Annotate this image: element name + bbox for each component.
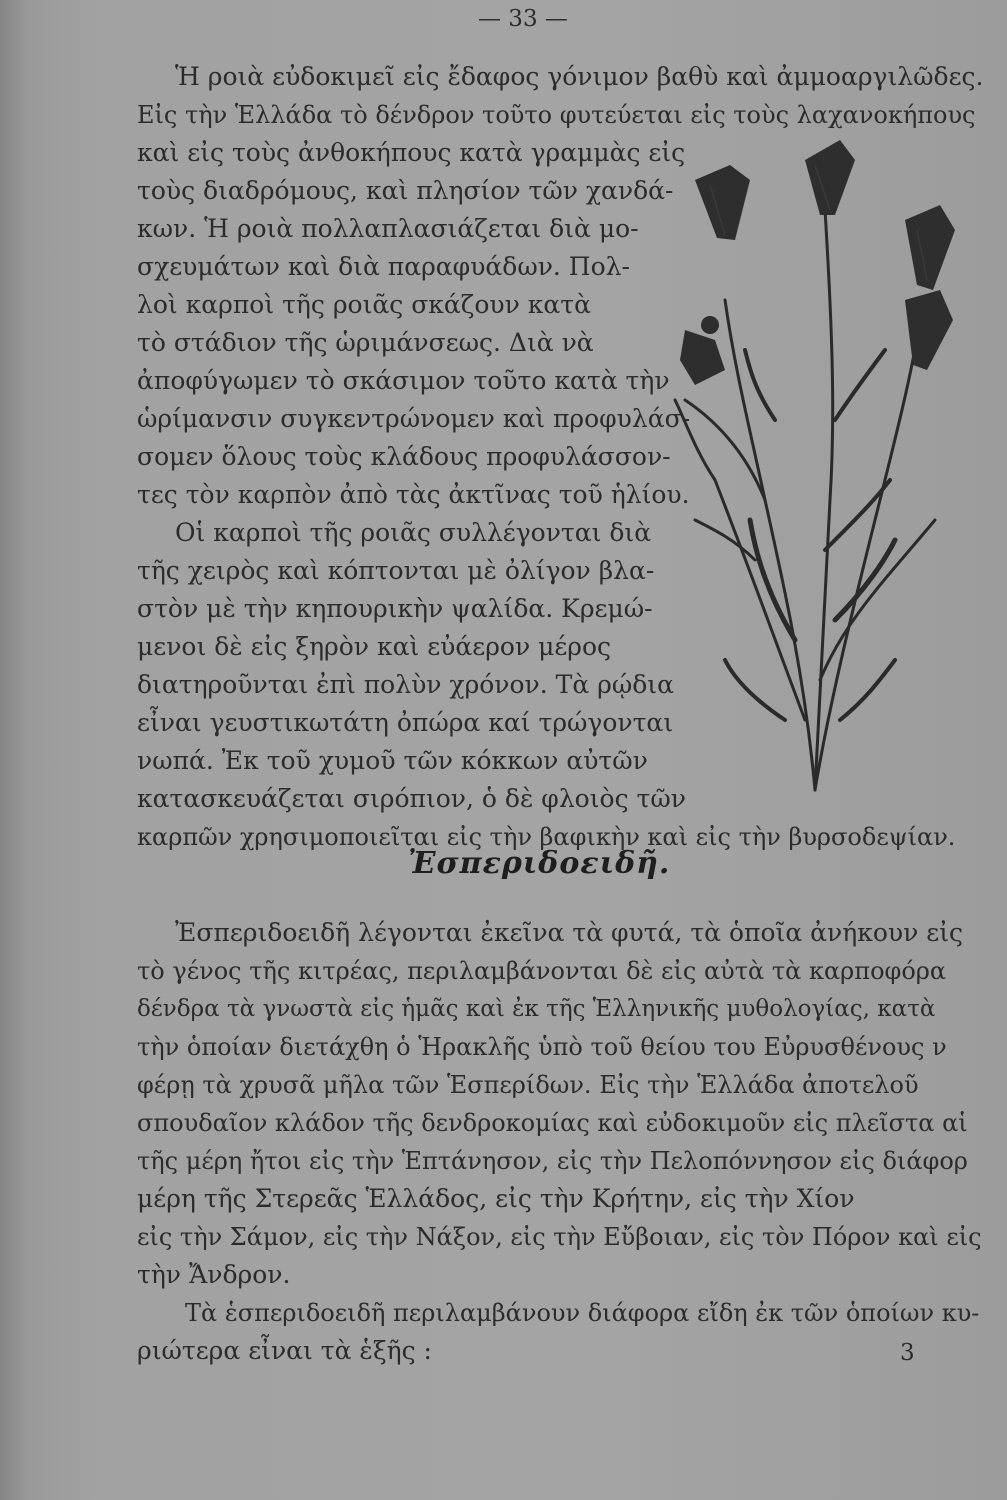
- page-number: — 33 —: [478, 6, 568, 32]
- text-line: τὴν Ἄνδρον.: [137, 1260, 291, 1289]
- text-line: τῆς χειρὸς καὶ κόπτονται μὲ ὀλίγον βλα-: [137, 556, 655, 585]
- text-line: κατασκευάζεται σιρόπιον, ὁ δὲ φλοιὸς τῶν: [137, 784, 686, 813]
- text-line: λοὶ καρποὶ τῆς ροιᾶς σκάζουν κατὰ: [137, 290, 591, 319]
- text-line: τὸ γένος τῆς κιτρέας, περιλαμβάνονται δὲ εἰς αὐτὰ τὰ καρποφόρα: [137, 957, 947, 985]
- text-line: τὴν ὁποίαν διετάχθη ὁ Ἡρακλῆς ὑπὸ τοῦ θείου του Εὐρυσθένους ν: [137, 1033, 947, 1061]
- text-line: ὡρίμανσιν συγκεντρώνομεν καὶ προφυλάσ-: [137, 404, 691, 433]
- text-line: κων. Ἡ ροιὰ πολλαπλασιάζεται διὰ μο-: [137, 214, 639, 243]
- text-line: καρπῶν χρησιμοποιεῖται εἰς τὴν βαφικὴν καὶ εἰς τὴν βυρσοδεψίαν.: [137, 823, 956, 851]
- text-line: Εἰς τὴν Ἑλλάδα τὸ δένδρον τοῦτο φυτεύεται εἰς τοὺς λαχανοκήπους: [137, 101, 976, 129]
- text-line: εἰς τὴν Σάμον, εἰς τὴν Νάξον, εἰς τὴν Εὔβοιαν, εἰς τὸν Πόρον καὶ εἰς: [137, 1223, 982, 1251]
- text-line: σπουδαῖον κλάδον τῆς δενδροκομίας καὶ εὐδοκιμοῦν εἰς πλεῖστα αἱ: [137, 1109, 968, 1137]
- text-line: σομεν ὅλους τοὺς κλάδους προφυλάσσον-: [137, 442, 671, 471]
- text-line: τες τὸν καρπὸν ἀπὸ τὰς ἀκτῖνας τοῦ ἡλίου.: [137, 480, 690, 509]
- text-line: ριώτερα εἶναι τὰ ἑξῆς :: [137, 1336, 432, 1365]
- text-line: μενοι δὲ εἰς ξηρὸν καὶ εὐάερον μέρος: [137, 632, 612, 661]
- signature-mark: 3: [900, 1340, 915, 1366]
- text-line: Τὰ ἑσπεριδοειδῆ περιλαμβάνουν διάφορα εἴδη ἐκ τῶν ὁποίων κυ-: [185, 1299, 980, 1327]
- text-line: ἀποφύγωμεν τὸ σκάσιμον τοῦτο κατὰ τὴν: [137, 366, 670, 395]
- text-line: στὸν μὲ τὴν κηπουρικὴν ψαλίδα. Κρεμώ-: [137, 594, 653, 623]
- text-line: τὸ στάδιον τῆς ὡριμάνσεως. Διὰ νὰ: [137, 328, 594, 357]
- section-heading: Ἐσπεριδοειδῆ.: [408, 846, 671, 881]
- text-line: εἶναι γευστικωτάτη ὀπώρα καί τρώγονται: [137, 708, 674, 737]
- text-line: σχευμάτων καὶ διὰ παραφυάδων. Πολ-: [137, 252, 630, 281]
- text-line: διατηροῦνται ἐπὶ πολὺν χρόνον. Τὰ ρῴδια: [137, 670, 674, 699]
- text-line: καὶ εἰς τοὺς ἀνθοκήπους κατὰ γραμμὰς εἰς: [137, 138, 686, 167]
- text-line: δένδρα τὰ γνωστὰ εἰς ἡμᾶς καὶ ἐκ τῆς Ἑλληνικῆς μυθολογίας, κατὰ: [137, 996, 936, 1022]
- text-line: Οἱ καρποὶ τῆς ροιᾶς συλλέγονται διὰ: [175, 518, 652, 547]
- text-line: Ἡ ροιὰ εὐδοκιμεῖ εἰς ἔδαφος γόνιμον βαθὺ καὶ ἀμμοαργιλῶδες.: [175, 62, 984, 91]
- text-line: φέρῃ τὰ χρυσᾶ μῆλα τῶν Ἑσπερίδων. Εἰς τὴν Ἑλλάδα ἀποτελοῦ: [137, 1071, 919, 1099]
- text-line: νωπά. Ἐκ τοῦ χυμοῦ τῶν κόκκων αὐτῶν: [137, 746, 648, 775]
- text-line: τῆς μέρη ἤτοι εἰς τὴν Ἑπτάνησον, εἰς τὴν Πελοπόννησον εἰς διάφορ: [137, 1147, 968, 1175]
- text-line: μέρη τῆς Στερεᾶς Ἑλλάδος, εἰς τὴν Κρήτην, εἰς τὴν Χίον: [137, 1184, 855, 1213]
- plant-illustration: [655, 120, 965, 800]
- text-line: Ἐσπεριδοειδῆ λέγονται ἐκεῖνα τὰ φυτά, τὰ ὁποῖα ἀνήκουν εἰς: [175, 918, 964, 947]
- text-line: τοὺς διαδρόμους, καὶ πλησίον τῶν χανδά-: [137, 176, 674, 205]
